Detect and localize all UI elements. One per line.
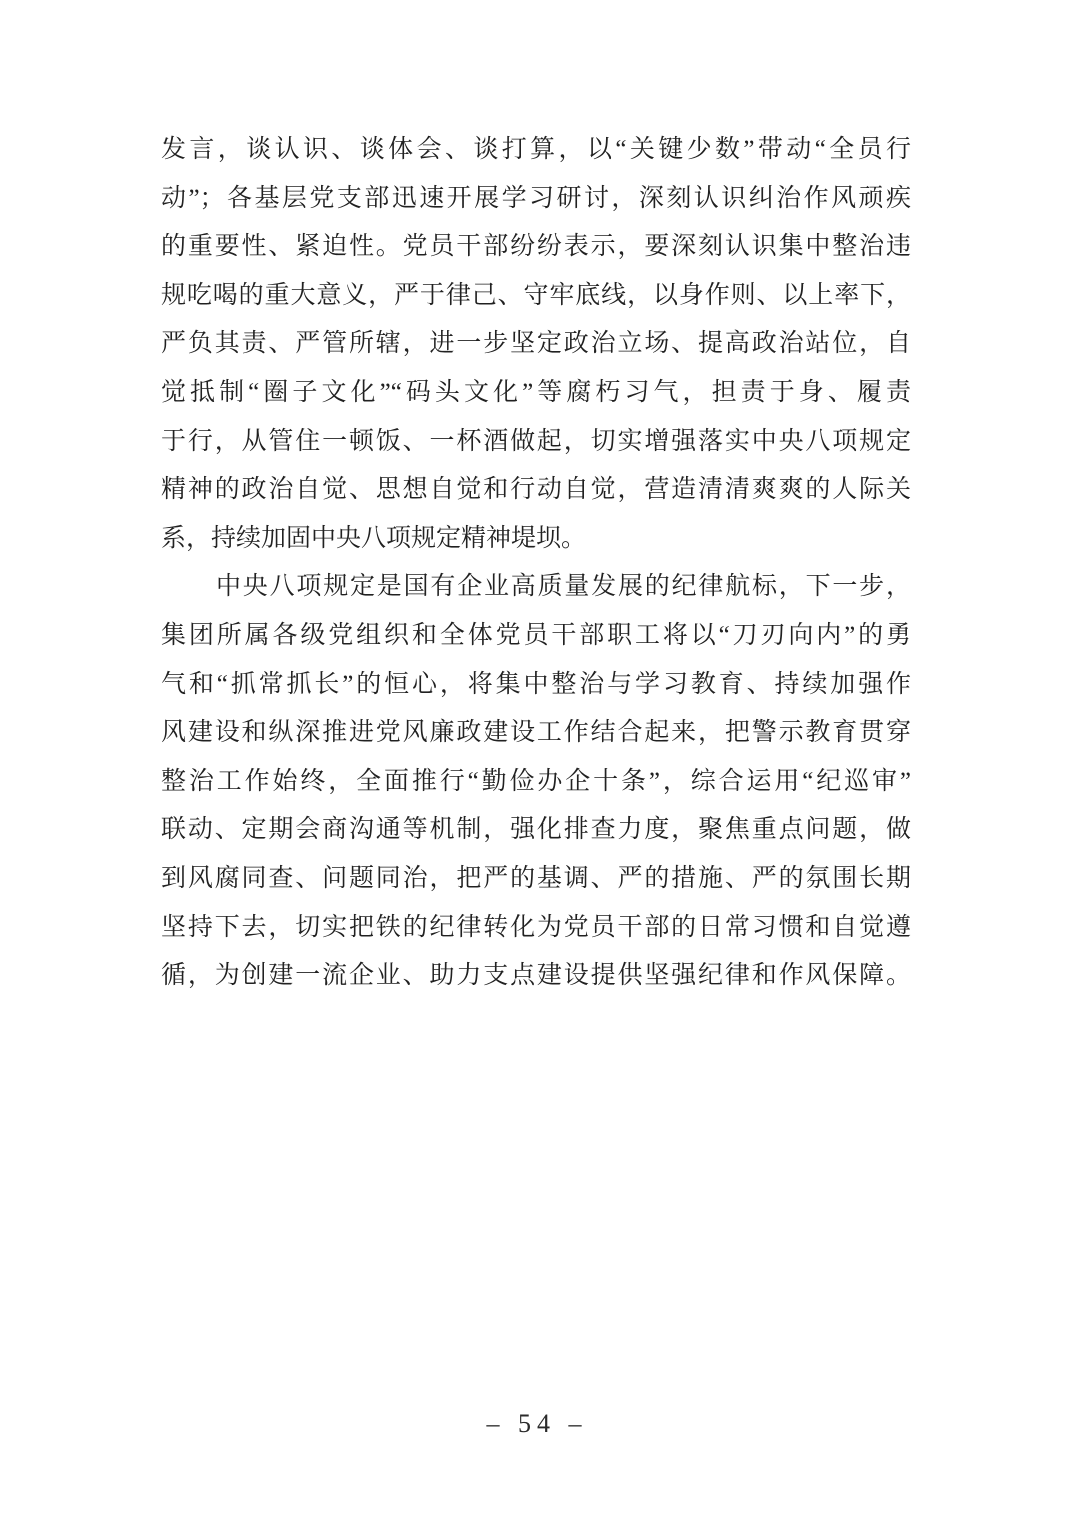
text-line: 动”；各基层党支部迅速开展学习研讨，深刻认识纠治作风顽疾 [161,184,911,212]
text-line: 的重要性、紧迫性。党员干部纷纷表示，要深刻认识集中整治违 [161,233,911,261]
text-line: 系，持续加固中央八项规定精神堤坝。 [161,524,587,552]
text-line: 发言，谈认识、谈体会、谈打算，以“关键少数”带动“全员行 [161,136,911,163]
text-line: 觉抵制“圈子文化”“码头文化”等腐朽习气，担责于身、履责 [161,378,911,406]
document-body [161,126,911,1001]
paragraph [161,563,911,1000]
text-line: 坚持下去，切实把铁的纪律转化为党员干部的日常习惯和自觉遵 [161,913,911,941]
text-line: 精神的政治自觉、思想自觉和行动自觉，营造清清爽爽的人际关 [161,476,911,504]
paragraph [161,126,911,563]
page-number: – 54 – [486,1409,588,1438]
page-footer [0,1408,1074,1440]
text-line: 循，为创建一流企业、助力支点建设提供坚强纪律和作风保障。 [161,962,911,990]
text-line: 集团所属各级党组织和全体党员干部职工将以“刀刃向内”的勇 [161,621,911,649]
text-line: 气和“抓常抓长”的恒心，将集中整治与学习教育、持续加强作 [161,670,911,698]
text-line: 规吃喝的重大意义，严于律己、守牢底线，以身作则、以上率下， [161,281,911,309]
text-line: 联动、定期会商沟通等机制，强化排查力度，聚焦重点问题，做 [161,816,911,844]
text-line: 于行，从管住一顿饭、一杯酒做起，切实增强落实中央八项规定 [161,427,911,455]
text-line: 整治工作始终，全面推行“勤俭办企十条”，综合运用“纪巡审” [161,767,911,795]
text-line: 风建设和纵深推进党风廉政建设工作结合起来，把警示教育贯穿 [161,719,911,747]
text-line: 严负其责、严管所辖，进一步坚定政治立场、提高政治站位，自 [161,330,911,358]
text-line: 到风腐同查、问题同治，把严的基调、严的措施、严的氛围长期 [161,864,911,892]
text-line: 中央八项规定是国有企业高质量发展的纪律航标，下一步， [216,573,911,601]
